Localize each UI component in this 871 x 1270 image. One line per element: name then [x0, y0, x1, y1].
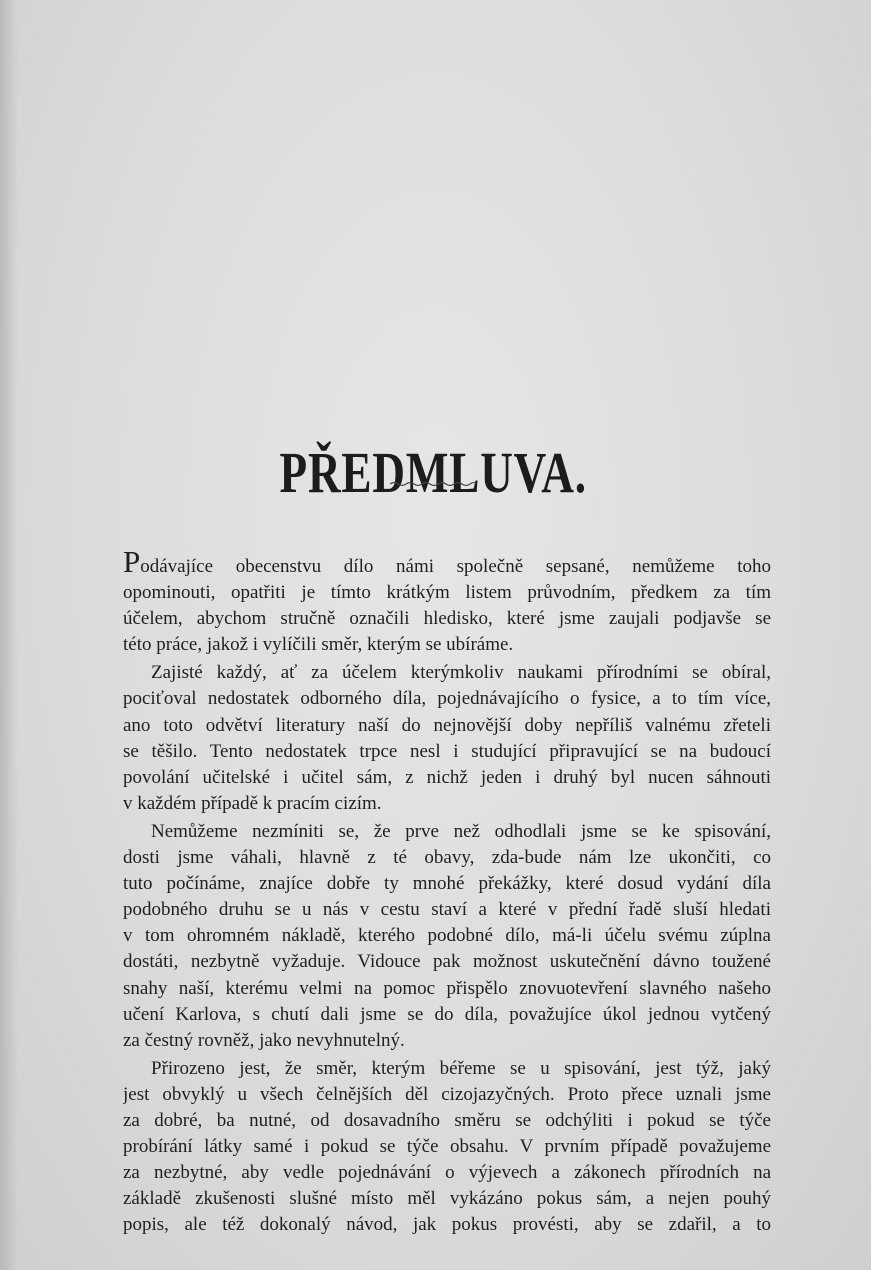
text-line: snahy naší, kterému velmi na pomoc přispělo znovuotevření slavného našeho: [123, 977, 771, 999]
text-line: v každém případě k pracím cizím.: [123, 792, 382, 814]
text-line: jest obvyklý u všech čelnějších děl cizojazyčných. Proto přece uznali jsme: [123, 1083, 771, 1105]
drop-cap-letter: P: [123, 549, 141, 579]
text-line: tuto počínáme, znajíce dobře ty mnohé překážky, které dosud vydání díla: [123, 873, 771, 895]
text-line: probírání látky samé i pokud se týče obsahu. V prvním případě považujeme: [123, 1136, 771, 1158]
paragraph-1: [123, 549, 771, 658]
text-line: dosti jsme váhali, hlavně z té obavy, zda-bude nám lze ukončiti, co: [123, 847, 771, 869]
text-line: dostáti, nezbytně vyžaduje. Vidouce pak možnost uskutečnění dávno toužené: [123, 951, 771, 973]
text-line: ano toto odvětví literatury naší do nejnovější doby nepříliš valnému zřeteli: [123, 714, 771, 736]
page-title: PŘEDMLUVA.: [279, 439, 587, 505]
text-line: Nemůžeme nezmíniti se, že prve než odhodlali jsme se ke spisování,: [151, 820, 771, 842]
text-line: za čestný rovněž, jako nevyhnutelný.: [123, 1029, 405, 1051]
text-line: za nezbytné, aby vedle pojednávání o výjevech a zákonech přírodních na: [123, 1162, 771, 1184]
text-line: Zajisté každý, ať za účelem kterýmkoliv naukami přírodními se obíral,: [151, 662, 771, 684]
title-ornament: [388, 480, 478, 488]
text-line: za dobré, ba nutné, od dosavadního směru se odchýliti i pokud se týče: [123, 1109, 771, 1131]
text-line-content: odávajíce obecenstvu dílo námi společně sepsané, nemůžeme toho: [140, 556, 771, 577]
preface-body: [123, 549, 771, 1240]
text-line: účelem, abychom stručně označili hledisko, které jsme zaujali podjavše se: [123, 608, 771, 630]
text-line: učení Karlova, s chutí dali jsme se do díla, považujíce úkol jednou vytčený: [123, 1003, 771, 1025]
text-line: popis, ale též dokonalý návod, jak pokus provésti, aby se zdařil, a to: [123, 1214, 771, 1236]
text-line: povolání učitelské i učitel sám, z nichž jeden i druhý byl nucen sáhnouti: [123, 766, 771, 788]
text-line: této práce, jakož i vylíčili směr, kterým se ubíráme.: [123, 634, 514, 656]
text-line: Přirozeno jest, že směr, kterým béřeme se u spisování, jest týž, jaký: [151, 1057, 771, 1079]
paragraph-3: [123, 819, 771, 1054]
text-line: [123, 549, 771, 580]
paragraph-2: [123, 660, 771, 817]
paragraph-4: [123, 1056, 771, 1239]
page-gutter-shadow: [0, 0, 18, 1270]
text-line: v tom ohromném nákladě, kterého podobné dílo, má-li účelu svému zúplna: [123, 925, 771, 947]
text-line: základě zkušenosti slušné místo měl vykázáno pokus sám, a nejen pouhý: [123, 1188, 771, 1210]
text-line: pociťoval nedostatek odborného díla, pojednávajícího o fysice, a to tím více,: [123, 688, 771, 710]
text-line: podobného druhu se u nás v cestu staví a které v přední řadě sluší hledati: [123, 899, 771, 921]
text-line: se těšilo. Tento nedostatek trpce nesl i studující připravující se na budoucí: [123, 740, 771, 762]
text-line: opominouti, opatřiti je tímto krátkým listem průvodním, předkem za tím: [123, 582, 771, 604]
